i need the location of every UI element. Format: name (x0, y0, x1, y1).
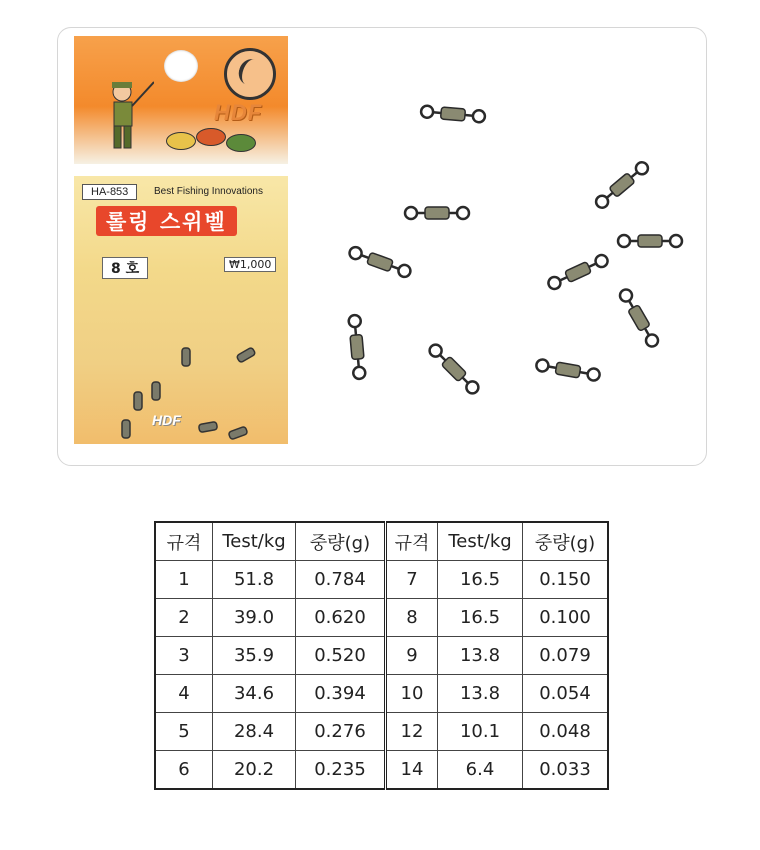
swivel-image (405, 207, 469, 219)
table-cell: 6.4 (438, 751, 523, 790)
hdf-badge-logo (224, 48, 276, 100)
swivel-image (594, 160, 651, 210)
table-cell: 0.235 (296, 751, 386, 790)
table-cell: 0.620 (296, 599, 386, 637)
product-name: 롤링 스위벨 (96, 206, 237, 236)
table-cell: 13.8 (438, 637, 523, 675)
table-cell: 0.100 (523, 599, 609, 637)
table-cell: 14 (386, 751, 438, 790)
table-cell: 0.150 (523, 561, 609, 599)
slogan: Best Fishing Innovations (154, 186, 263, 197)
table-cell: 16.5 (438, 561, 523, 599)
swivel-image (421, 105, 486, 123)
table-cell: 7 (386, 561, 438, 599)
product-photo-frame (57, 27, 707, 466)
table-cell: 34.6 (213, 675, 296, 713)
table-cell: 12 (386, 713, 438, 751)
table-row (155, 751, 608, 790)
table-cell: 0.033 (523, 751, 609, 790)
fisherman-illustration (94, 76, 154, 156)
table-cell: 0.394 (296, 675, 386, 713)
table-cell: 13.8 (438, 675, 523, 713)
size-label: 8 호 (102, 257, 148, 279)
table-cell: 0.276 (296, 713, 386, 751)
column-header: 규격 (155, 522, 213, 561)
table-row (155, 637, 608, 675)
table-cell: 6 (155, 751, 213, 790)
table-header-row (155, 522, 608, 561)
table-cell: 0.079 (523, 637, 609, 675)
table-cell: 39.0 (213, 599, 296, 637)
model-number: HA-853 (82, 184, 137, 200)
loose-swivels (288, 28, 706, 465)
table-cell: 20.2 (213, 751, 296, 790)
swivel-image (535, 359, 600, 382)
table-cell: 8 (386, 599, 438, 637)
spec-table (154, 521, 609, 790)
swivel-image (348, 315, 366, 380)
table-cell: 10 (386, 675, 438, 713)
table-cell: 0.048 (523, 713, 609, 751)
table-cell: 35.9 (213, 637, 296, 675)
swivel-image (618, 287, 660, 348)
swivel-image (427, 342, 481, 396)
column-header: 규격 (386, 522, 438, 561)
fish-illustration (166, 132, 196, 150)
swivel-image (546, 253, 609, 291)
table-cell: 28.4 (213, 713, 296, 751)
table-row (155, 599, 608, 637)
table-cell: 16.5 (438, 599, 523, 637)
table-cell: 1 (155, 561, 213, 599)
swivel-image (618, 235, 682, 247)
table-cell: 0.054 (523, 675, 609, 713)
table-cell: 0.520 (296, 637, 386, 675)
table-cell: 4 (155, 675, 213, 713)
fish-illustration (196, 128, 226, 146)
brand-logo-small: HDF (152, 412, 181, 428)
table-row (155, 561, 608, 599)
table-cell: 9 (386, 637, 438, 675)
package-header-art (74, 36, 288, 164)
table-row (155, 713, 608, 751)
packaged-swivels (104, 326, 274, 446)
table-row (155, 675, 608, 713)
column-header: Test/kg (213, 522, 296, 561)
table-cell: 2 (155, 599, 213, 637)
product-package (74, 36, 288, 444)
price-label: ₩1,000 (224, 257, 276, 272)
table-cell: 3 (155, 637, 213, 675)
brand-logo: HDF (214, 100, 263, 125)
table-cell: 0.784 (296, 561, 386, 599)
table-cell: 10.1 (438, 713, 523, 751)
hang-hole (164, 50, 198, 82)
package-label-area (74, 176, 288, 444)
fish-illustration (226, 134, 256, 152)
column-header: 중량(g) (523, 522, 609, 561)
table-cell: 51.8 (213, 561, 296, 599)
column-header: 중량(g) (296, 522, 386, 561)
column-header: Test/kg (438, 522, 523, 561)
table-cell: 5 (155, 713, 213, 751)
swivel-image (348, 245, 412, 278)
